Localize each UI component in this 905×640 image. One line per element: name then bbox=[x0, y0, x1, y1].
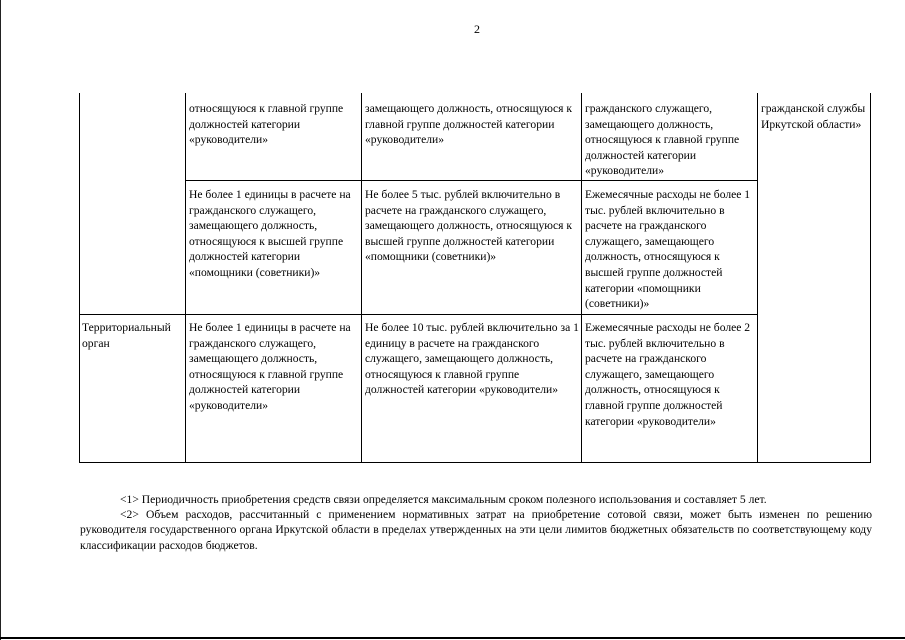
table-border-bottom bbox=[79, 462, 871, 463]
table-col-divider-4 bbox=[757, 93, 758, 463]
table-col-divider-1 bbox=[185, 93, 186, 463]
footnote-1: <1> Периодичность приобретения средств связи определяется максимальным сроком полезного использования и составляет 5 лет. bbox=[120, 493, 767, 506]
row2-col2-cell: Не более 1 единицы в расчете на гражданского служащего, замещающего должность, относящуюся к высшей группе должностей категории «помощники (советники)» bbox=[189, 188, 351, 279]
row3-col2-cell: Не более 1 единицы в расчете на гражданского служащего, замещающего должность, относящуюся к главной группе должностей категории «руководители» bbox=[189, 321, 351, 412]
table-border-left bbox=[79, 93, 80, 463]
table-col-divider-2 bbox=[361, 93, 362, 463]
page-number: 2 bbox=[474, 22, 480, 36]
row2-col4-cell: Ежемесячные расходы не более 1 тыс. рублей включительно в расчете на гражданского служащего, замещающего должность, относящуюся к высшей группе должностей категории «помощники (советники)» bbox=[585, 188, 751, 311]
page-bottom-edge bbox=[0, 637, 905, 639]
footnote-2: <2> Объем расходов, рассчитанный с применением нормативных затрат на приобретение сотовой связи, может быть изменен по решению руководителя государственного органа Иркутской области в пределах утвержденных на эти цели лимитов бюджетных обязательств по соответствующему коду классификации расходов бюджетов. bbox=[80, 508, 872, 552]
table-row-divider-1 bbox=[185, 180, 758, 181]
row1-col4-cell: гражданского служащего, замещающего должность, относящуюся к главной группе должностей категории «руководители» bbox=[585, 102, 740, 178]
table-col-divider-3 bbox=[581, 93, 582, 463]
row3-col4-cell: Ежемесячные расходы не более 2 тыс. рублей включительно в расчете на гражданского служащего, замещающего должность, относящуюся к главной группе должностей категории «руководители» bbox=[585, 321, 751, 428]
row1-col2-cell: относящуюся к главной группе должностей категории «руководители» bbox=[189, 102, 344, 147]
row2-col3-cell: Не более 5 тыс. рублей включительно в расчете на гражданского служащего, замещающего должность, относящуюся к высшей группе должностей категории «помощники (советники)» bbox=[365, 188, 572, 264]
table-border-right bbox=[870, 93, 871, 463]
table-row-divider-2 bbox=[79, 314, 758, 315]
row1-col5-cell: гражданской службы Иркутской области» bbox=[761, 102, 866, 131]
row1-col3-cell: замещающего должность, относящуюся к главной группе должностей категории «руководители» bbox=[365, 102, 572, 147]
row3-col3-cell: Не более 10 тыс. рублей включительно за 1 единицу в расчете на гражданского служащего, замещающего должность, относящуюся к главной группе должностей категории «руководители» bbox=[365, 321, 579, 397]
footnotes bbox=[80, 492, 872, 553]
row3-col1-cell: Территориальный орган bbox=[82, 321, 171, 350]
